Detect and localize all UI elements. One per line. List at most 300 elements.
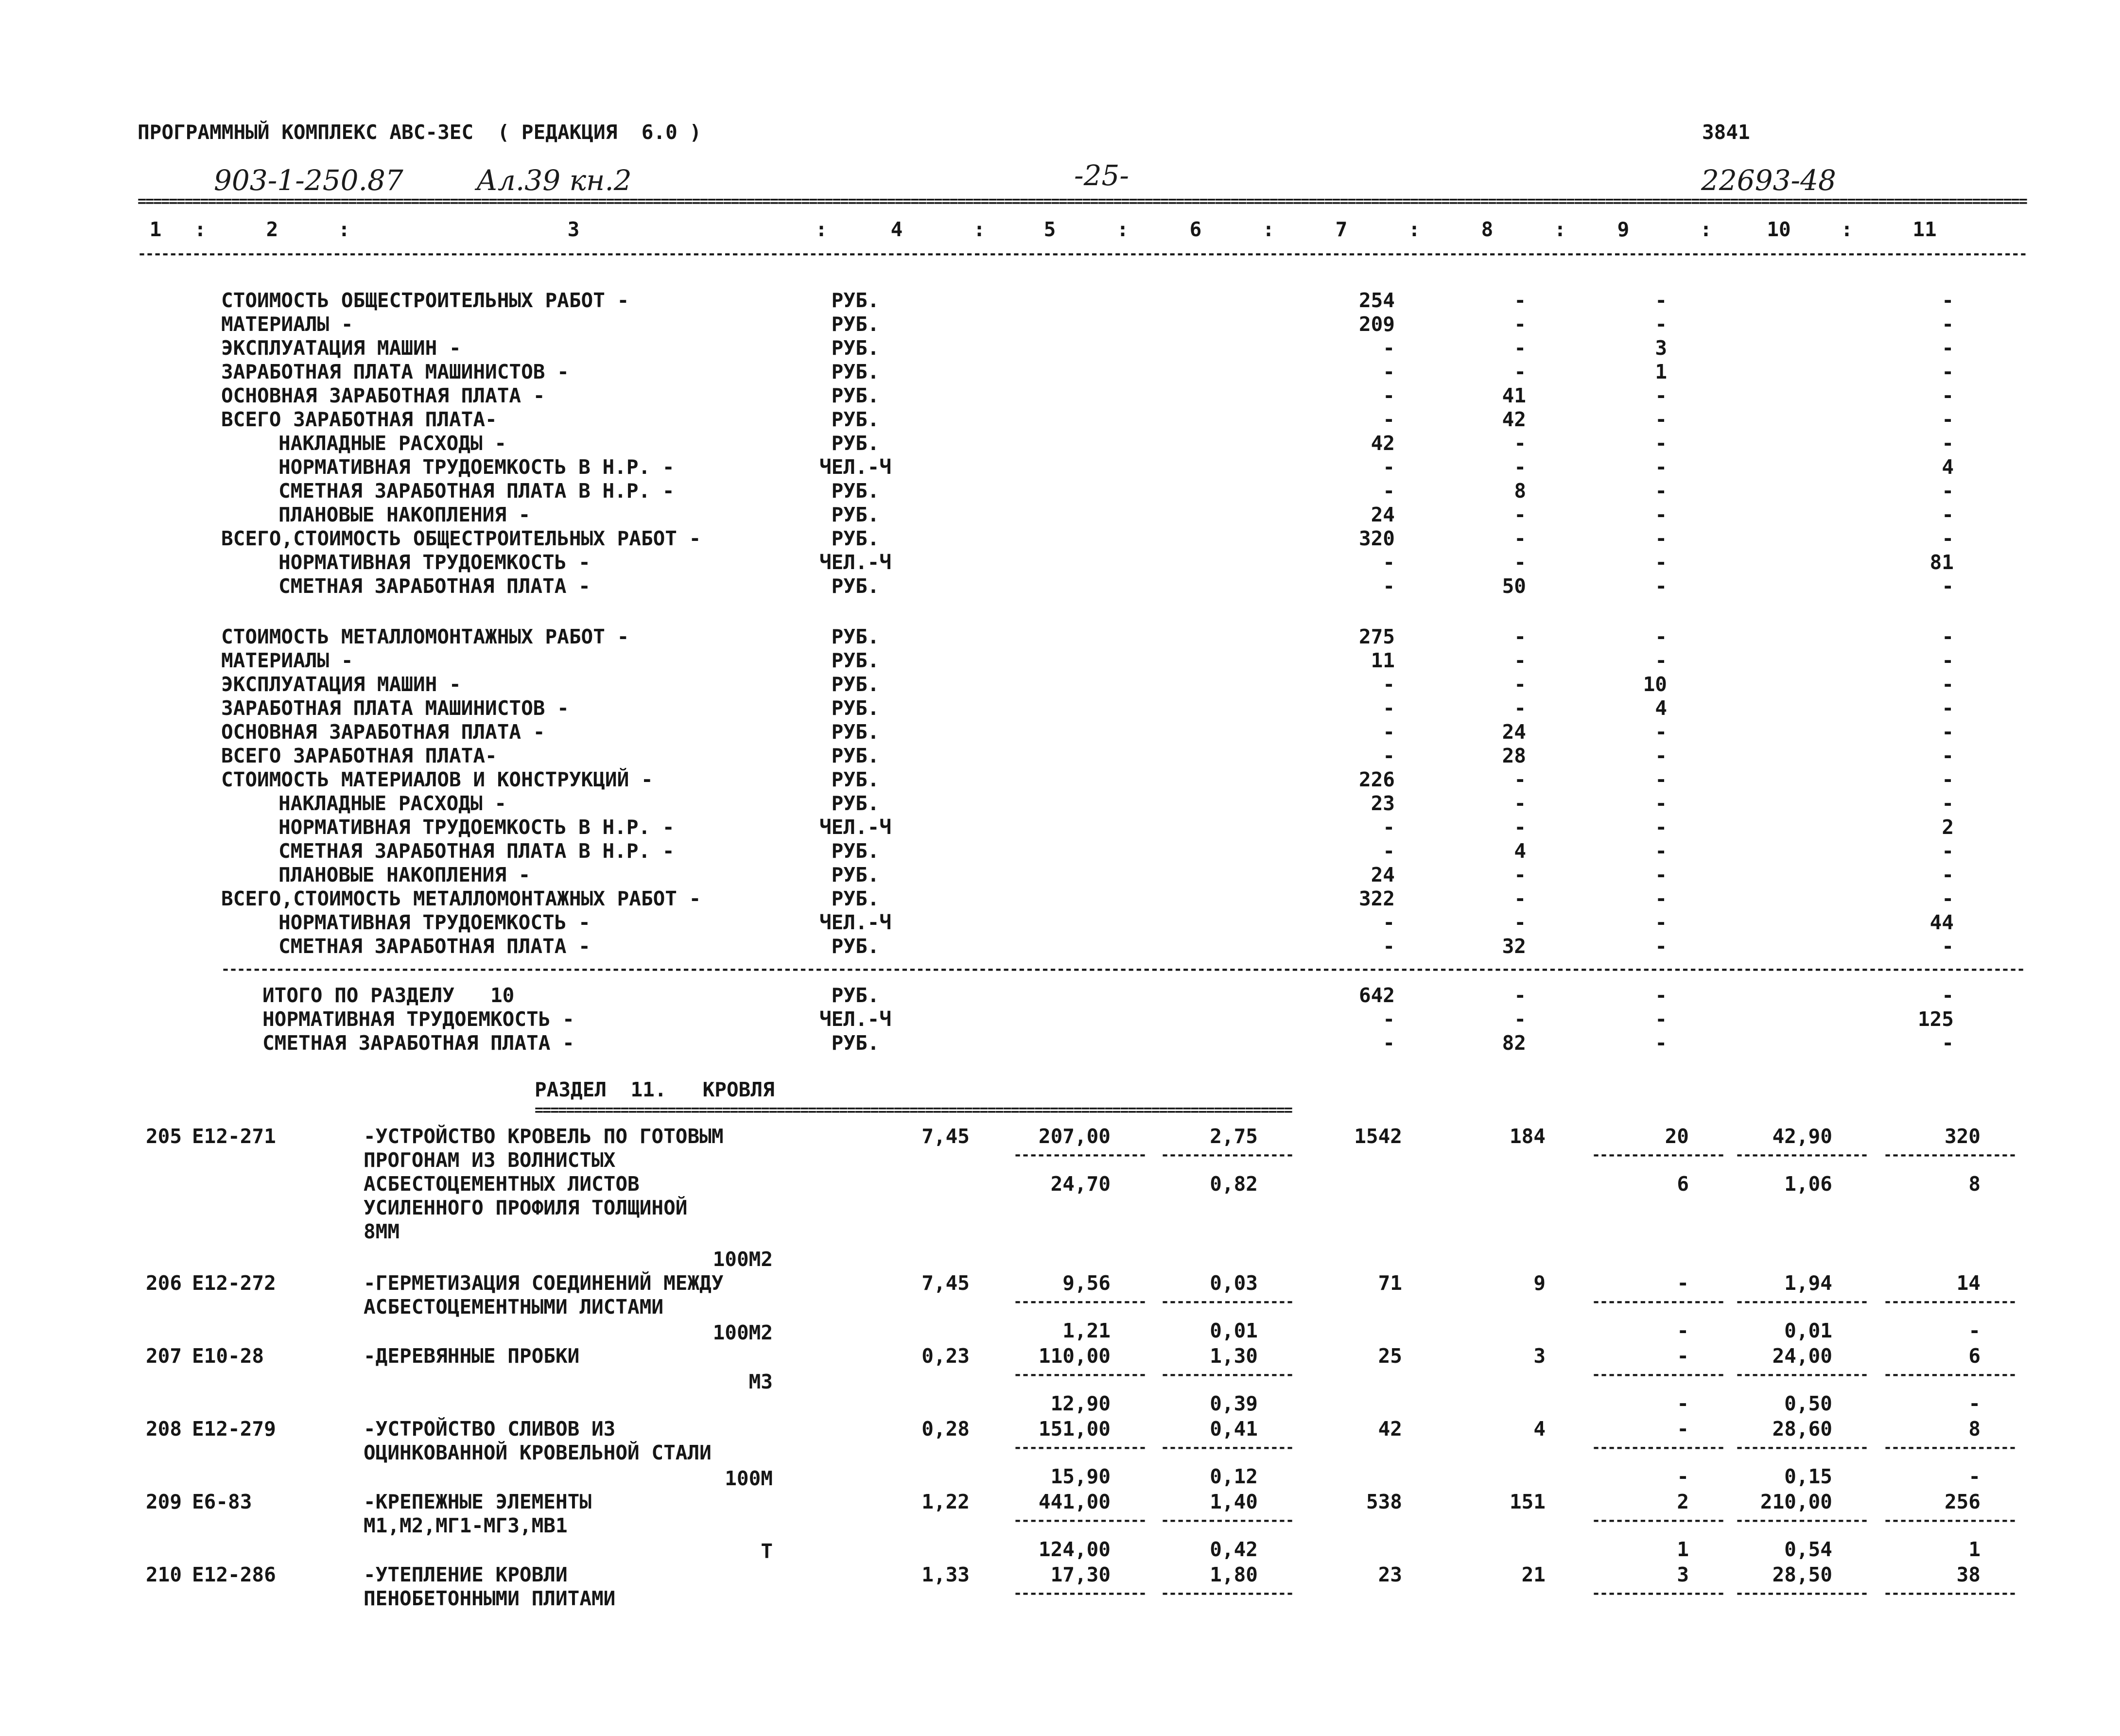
page-number: -25- (1074, 159, 1129, 192)
program-title: ПРОГРАММНЫЙ КОМПЛЕКС АВС-3ЕС ( РЕДАКЦИЯ 6.0 ) (138, 121, 702, 144)
value-col8: - (1514, 649, 1526, 672)
item-number: 206 (146, 1271, 182, 1295)
value-col9: - (1655, 432, 1667, 455)
row-unit: РУБ. (831, 673, 880, 696)
value-col9: - (1655, 384, 1667, 407)
item-sub-col10: 0,54 (1784, 1538, 1832, 1561)
value-col11: - (1942, 289, 1954, 312)
cost-split-rule: ----------------- (1161, 1439, 1294, 1456)
value-col9: - (1655, 551, 1667, 574)
column-separator: : (973, 218, 986, 241)
column-separator: : (815, 218, 828, 241)
column-number-8: 8 (1481, 218, 1494, 241)
item-unit: 100М2 (712, 1321, 773, 1344)
row-unit: РУБ. (831, 935, 880, 958)
item-description: АСБЕСТОЦЕМЕНТНЫМИ ЛИСТАМИ (364, 1295, 664, 1319)
total-col11: - (1942, 984, 1954, 1007)
row-unit: РУБ. (831, 289, 880, 312)
row-unit: РУБ. (831, 336, 880, 360)
row-label: СТОИМОСТЬ МЕТАЛЛОМОНТАЖНЫХ РАБОТ - (221, 625, 629, 648)
value-col9: - (1655, 792, 1667, 815)
column-separator: : (1408, 218, 1421, 241)
item-qty: 0,23 (921, 1344, 970, 1368)
value-col8: 24 (1502, 720, 1526, 744)
column-number-1: 1 (149, 218, 162, 241)
total-col11: 125 (1917, 1007, 1954, 1031)
item-col9: 2 (1677, 1490, 1689, 1513)
row-label: СТОИМОСТЬ МАТЕРИАЛОВ И КОНСТРУКЦИЙ - (221, 768, 653, 791)
value-col7: - (1383, 720, 1395, 744)
cost-split-rule: ----------------- (1161, 1366, 1294, 1383)
value-col7: 209 (1358, 312, 1395, 336)
item-wage: 1,30 (1210, 1344, 1258, 1368)
item-col10: 42,90 (1772, 1125, 1832, 1148)
value-col8: 42 (1502, 408, 1526, 431)
value-col9: - (1655, 720, 1667, 744)
cost-split-rule: ----------------- (1161, 1512, 1294, 1529)
cost-split-rule: ----------------- (1735, 1146, 1868, 1163)
row-label: ЗАРАБОТНАЯ ПЛАТА МАШИНИСТОВ - (221, 360, 569, 383)
item-number: 205 (146, 1125, 182, 1148)
total-label: НОРМАТИВНАЯ ТРУДОЕМКОСТЬ - (262, 1007, 574, 1031)
item-number: 207 (146, 1344, 182, 1368)
value-col11: - (1942, 527, 1954, 550)
value-col8: 28 (1502, 744, 1526, 767)
column-separator: : (338, 218, 350, 241)
value-col7: - (1383, 574, 1395, 598)
row-label: НАКЛАДНЫЕ РАСХОДЫ - (278, 792, 506, 815)
cost-split-rule: ----------------- (1735, 1366, 1868, 1383)
row-label: НОРМАТИВНАЯ ТРУДОЕМКОСТЬ - (278, 551, 591, 574)
item-code: Е12-279 (192, 1417, 276, 1441)
item-col11: 256 (1944, 1490, 1981, 1513)
value-col7: - (1383, 935, 1395, 958)
item-sub-col10: 1,06 (1784, 1172, 1832, 1196)
row-label: НОРМАТИВНАЯ ТРУДОЕМКОСТЬ - (278, 911, 591, 934)
doc-number: 903-1-250.87 (214, 164, 403, 197)
column-separator: : (1116, 218, 1129, 241)
item-sub-price: 15,90 (1050, 1465, 1111, 1488)
item-col9: - (1677, 1271, 1689, 1295)
row-unit: РУБ. (831, 768, 880, 791)
row-label: НОРМАТИВНАЯ ТРУДОЕМКОСТЬ В Н.Р. - (278, 816, 675, 839)
value-col7: - (1383, 408, 1395, 431)
sheet-reference: Ал.39 кн.2 (476, 164, 632, 197)
item-code: Е12-272 (192, 1271, 276, 1295)
row-label: СТОИМОСТЬ ОБЩЕСТРОИТЕЛЬНЫХ РАБОТ - (221, 289, 629, 312)
value-col7: 42 (1371, 432, 1395, 455)
value-col7: - (1383, 384, 1395, 407)
value-col7: - (1383, 744, 1395, 767)
total-col9: - (1655, 1031, 1667, 1055)
item-sub-col11: 8 (1968, 1172, 1981, 1196)
value-col7: 11 (1371, 649, 1395, 672)
value-col11: 81 (1929, 551, 1954, 574)
value-col9: - (1655, 625, 1667, 648)
item-price: 110,00 (1038, 1344, 1111, 1368)
cost-split-rule: ----------------- (1013, 1585, 1147, 1602)
value-col8: - (1514, 625, 1526, 648)
row-label: ВСЕГО,СТОИМОСТЬ МЕТАЛЛОМОНТАЖНЫХ РАБОТ - (221, 887, 701, 910)
value-col8: - (1514, 792, 1526, 815)
value-col8: - (1514, 289, 1526, 312)
item-col10: 28,50 (1772, 1563, 1832, 1586)
item-col9: - (1677, 1344, 1689, 1368)
cost-split-rule: ----------------- (1883, 1293, 2016, 1310)
item-col10: 210,00 (1760, 1490, 1832, 1513)
value-col9: 1 (1655, 360, 1667, 383)
item-number: 210 (146, 1563, 182, 1586)
row-unit: РУБ. (831, 479, 880, 503)
item-description: -КРЕПЕЖНЫЕ ЭЛЕМЕНТЫ (364, 1490, 591, 1513)
value-col11: - (1942, 696, 1954, 720)
cost-split-rule: ----------------- (1013, 1512, 1147, 1529)
value-col8: 4 (1514, 839, 1526, 863)
item-number: 208 (146, 1417, 182, 1441)
item-code: Е12-286 (192, 1563, 276, 1586)
cost-split-rule: ----------------- (1883, 1512, 2016, 1529)
item-qty: 1,33 (921, 1563, 970, 1586)
item-sub-wage: 0,12 (1210, 1465, 1258, 1488)
value-col9: - (1655, 816, 1667, 839)
cost-split-rule: ----------------- (1013, 1146, 1147, 1163)
cost-split-rule: ----------------- (1883, 1585, 2016, 1602)
item-col11: 38 (1956, 1563, 1981, 1586)
item-wage-total: 151 (1509, 1490, 1546, 1513)
value-col8: - (1514, 432, 1526, 455)
item-description: ПРОГОНАМ ИЗ ВОЛНИСТЫХ (364, 1148, 616, 1172)
page-code: 3841 (1702, 121, 1750, 144)
item-code: Е12-271 (192, 1125, 276, 1148)
value-col8: - (1514, 816, 1526, 839)
column-separator: : (1554, 218, 1566, 241)
value-col7: - (1383, 696, 1395, 720)
item-description: -УСТРОЙСТВО СЛИВОВ ИЗ (364, 1417, 616, 1441)
column-separator: : (1700, 218, 1712, 241)
order-code: 22693-48 (1701, 164, 1836, 197)
row-unit: РУБ. (831, 312, 880, 336)
value-col9: - (1655, 289, 1667, 312)
row-label: НАКЛАДНЫЕ РАСХОДЫ - (278, 432, 506, 455)
item-sub-col10: 0,01 (1784, 1319, 1832, 1342)
row-unit: РУБ. (831, 625, 880, 648)
item-description: АСБЕСТОЦЕМЕНТНЫХ ЛИСТОВ (364, 1172, 640, 1196)
total-col7: - (1383, 1007, 1395, 1031)
total-col9: - (1655, 1007, 1667, 1031)
item-sub-col10: 0,15 (1784, 1465, 1832, 1488)
item-sub-col9: 1 (1677, 1538, 1689, 1561)
value-col11: - (1942, 792, 1954, 815)
row-label: ПЛАНОВЫЕ НАКОПЛЕНИЯ - (278, 863, 531, 886)
row-label: ОСНОВНАЯ ЗАРАБОТНАЯ ПЛАТА - (221, 720, 545, 744)
cost-split-rule: ----------------- (1592, 1146, 1725, 1163)
value-col8: - (1514, 527, 1526, 550)
totals-rule: --------------------------------------------------------------------------------------------------------------------------------------------------------------------------------------------------------------------------------------- (221, 961, 2025, 978)
header-rule-top: ================================================================================================================================================================================================================================================== (138, 193, 2027, 210)
item-total: 538 (1366, 1490, 1402, 1513)
item-qty: 7,45 (921, 1271, 970, 1295)
row-label: ЭКСПЛУАТАЦИЯ МАШИН - (221, 336, 461, 360)
value-col11: - (1942, 384, 1954, 407)
row-unit: РУБ. (831, 384, 880, 407)
value-col9: - (1655, 863, 1667, 886)
cost-split-rule: ----------------- (1735, 1293, 1868, 1310)
value-col11: 4 (1942, 455, 1954, 479)
total-col9: - (1655, 984, 1667, 1007)
value-col8: 8 (1514, 479, 1526, 503)
cost-split-rule: ----------------- (1161, 1585, 1294, 1602)
column-number-4: 4 (890, 218, 903, 241)
item-col11: 14 (1956, 1271, 1981, 1295)
row-unit: ЧЕЛ.-Ч (819, 816, 892, 839)
item-unit: 100М (725, 1467, 773, 1490)
item-sub-col9: 6 (1677, 1172, 1689, 1196)
row-label: СМЕТНАЯ ЗАРАБОТНАЯ ПЛАТА - (278, 574, 591, 598)
value-col8: - (1514, 360, 1526, 383)
value-col9: - (1655, 479, 1667, 503)
value-col8: - (1514, 768, 1526, 791)
item-wage-total: 21 (1521, 1563, 1546, 1586)
section-title: РАЗДЕЛ 11. КРОВЛЯ (535, 1078, 775, 1101)
value-col11: - (1942, 839, 1954, 863)
value-col7: 226 (1358, 768, 1395, 791)
row-unit: РУБ. (831, 432, 880, 455)
item-wage: 0,41 (1210, 1417, 1258, 1441)
item-description: М1,М2,МГ1-МГ3,МВ1 (364, 1514, 568, 1537)
row-unit: РУБ. (831, 649, 880, 672)
item-description: -ДЕРЕВЯННЫЕ ПРОБКИ (364, 1344, 580, 1368)
value-col7: 275 (1358, 625, 1395, 648)
value-col7: 320 (1358, 527, 1395, 550)
cost-split-rule: ----------------- (1592, 1512, 1725, 1529)
value-col8: - (1514, 887, 1526, 910)
item-price: 151,00 (1038, 1417, 1111, 1441)
item-sub-price: 24,70 (1050, 1172, 1111, 1196)
row-unit: РУБ. (831, 360, 880, 383)
value-col11: - (1942, 673, 1954, 696)
cost-split-rule: ----------------- (1883, 1439, 2016, 1456)
row-unit: РУБ. (831, 887, 880, 910)
item-sub-wage: 0,82 (1210, 1172, 1258, 1196)
column-separator: : (194, 218, 207, 241)
row-unit: ЧЕЛ.-Ч (819, 911, 892, 934)
row-unit: РУБ. (831, 408, 880, 431)
row-label: ОСНОВНАЯ ЗАРАБОТНАЯ ПЛАТА - (221, 384, 545, 407)
value-col9: - (1655, 768, 1667, 791)
cost-split-rule: ----------------- (1735, 1512, 1868, 1529)
row-label: ВСЕГО ЗАРАБОТНАЯ ПЛАТА- (221, 744, 497, 767)
value-col7: - (1383, 673, 1395, 696)
value-col11: - (1942, 863, 1954, 886)
row-unit: РУБ. (831, 792, 880, 815)
item-price: 207,00 (1038, 1125, 1111, 1148)
row-unit: РУБ. (831, 574, 880, 598)
value-col8: - (1514, 312, 1526, 336)
value-col9: - (1655, 503, 1667, 526)
item-sub-col10: 0,50 (1784, 1392, 1832, 1415)
item-sub-wage: 0,42 (1210, 1538, 1258, 1561)
row-label: НОРМАТИВНАЯ ТРУДОЕМКОСТЬ В Н.Р. - (278, 455, 675, 479)
column-number-9: 9 (1617, 218, 1630, 241)
value-col11: - (1942, 720, 1954, 744)
row-label: СМЕТНАЯ ЗАРАБОТНАЯ ПЛАТА В Н.Р. - (278, 479, 675, 503)
item-qty: 1,22 (921, 1490, 970, 1513)
column-separator: : (1841, 218, 1853, 241)
column-separator: : (1262, 218, 1275, 241)
row-label: ПЛАНОВЫЕ НАКОПЛЕНИЯ - (278, 503, 531, 526)
cost-split-rule: ----------------- (1735, 1439, 1868, 1456)
cost-split-rule: ----------------- (1883, 1366, 2016, 1383)
column-number-5: 5 (1043, 218, 1056, 241)
item-price: 17,30 (1050, 1563, 1111, 1586)
column-number-10: 10 (1767, 218, 1791, 241)
header-rule-bottom: -------------------------------------------------------------------------------------------------------------------------------------------------------------------------------------------------------------------------------------------------- (138, 245, 2027, 262)
value-col8: - (1514, 863, 1526, 886)
total-col7: 642 (1358, 984, 1395, 1007)
value-col9: - (1655, 408, 1667, 431)
value-col11: 44 (1929, 911, 1954, 934)
value-col11: 2 (1942, 816, 1954, 839)
cost-split-rule: ----------------- (1592, 1293, 1725, 1310)
item-col10: 28,60 (1772, 1417, 1832, 1441)
value-col9: - (1655, 574, 1667, 598)
item-total: 23 (1378, 1563, 1402, 1586)
value-col11: - (1942, 360, 1954, 383)
total-label: СМЕТНАЯ ЗАРАБОТНАЯ ПЛАТА - (262, 1031, 574, 1055)
item-sub-col11: - (1968, 1319, 1981, 1342)
row-label: ЗАРАБОТНАЯ ПЛАТА МАШИНИСТОВ - (221, 696, 569, 720)
value-col9: 3 (1655, 336, 1667, 360)
cost-split-rule: ----------------- (1592, 1439, 1725, 1456)
row-label: СМЕТНАЯ ЗАРАБОТНАЯ ПЛАТА В Н.Р. - (278, 839, 675, 863)
item-sub-col11: - (1968, 1392, 1981, 1415)
item-sub-wage: 0,39 (1210, 1392, 1258, 1415)
value-col8: - (1514, 455, 1526, 479)
total-col8: 82 (1502, 1031, 1526, 1055)
item-wage: 2,75 (1210, 1125, 1258, 1148)
row-label: МАТЕРИАЛЫ - (221, 312, 353, 336)
item-col11: 320 (1944, 1125, 1981, 1148)
value-col8: - (1514, 503, 1526, 526)
item-unit: Т (761, 1540, 773, 1563)
value-col11: - (1942, 432, 1954, 455)
item-description: УСИЛЕННОГО ПРОФИЛЯ ТОЛЩИНОЙ (364, 1196, 688, 1219)
value-col11: - (1942, 503, 1954, 526)
item-wage: 0,03 (1210, 1271, 1258, 1295)
value-col11: - (1942, 887, 1954, 910)
column-number-2: 2 (266, 218, 278, 241)
cost-split-rule: ----------------- (1161, 1146, 1294, 1163)
value-col8: - (1514, 673, 1526, 696)
item-code: Е10-28 (192, 1344, 264, 1368)
item-sub-price: 124,00 (1038, 1538, 1111, 1561)
value-col9: - (1655, 527, 1667, 550)
column-number-3: 3 (567, 218, 580, 241)
item-code: Е6-83 (192, 1490, 252, 1513)
row-unit: РУБ. (831, 839, 880, 863)
value-col11: - (1942, 336, 1954, 360)
value-col11: - (1942, 408, 1954, 431)
cost-split-rule: ----------------- (1161, 1293, 1294, 1310)
total-col8: - (1514, 984, 1526, 1007)
value-col9: 10 (1643, 673, 1667, 696)
item-sub-col9: - (1677, 1465, 1689, 1488)
cost-split-rule: ----------------- (1883, 1146, 2016, 1163)
cost-split-rule: ----------------- (1735, 1585, 1868, 1602)
value-col8: 50 (1502, 574, 1526, 598)
item-col10: 1,94 (1784, 1271, 1832, 1295)
item-description: 8ММ (364, 1220, 400, 1243)
item-col9: 3 (1677, 1563, 1689, 1586)
item-price: 441,00 (1038, 1490, 1111, 1513)
item-description: -УТЕПЛЕНИЕ КРОВЛИ (364, 1563, 568, 1586)
item-description: ОЦИНКОВАННОЙ КРОВЕЛЬНОЙ СТАЛИ (364, 1441, 712, 1464)
value-col7: 254 (1358, 289, 1395, 312)
total-unit: РУБ. (831, 1031, 880, 1055)
row-unit: РУБ. (831, 503, 880, 526)
total-col8: - (1514, 1007, 1526, 1031)
value-col11: - (1942, 768, 1954, 791)
value-col9: - (1655, 887, 1667, 910)
item-total: 1542 (1354, 1125, 1402, 1148)
item-sub-price: 1,21 (1062, 1319, 1111, 1342)
item-wage-total: 9 (1533, 1271, 1546, 1295)
row-label: ВСЕГО,СТОИМОСТЬ ОБЩЕСТРОИТЕЛЬНЫХ РАБОТ - (221, 527, 701, 550)
value-col7: 24 (1371, 503, 1395, 526)
item-qty: 0,28 (921, 1417, 970, 1441)
value-col7: - (1383, 336, 1395, 360)
section-underline: ================================================================================================= (535, 1102, 1292, 1119)
value-col8: 32 (1502, 935, 1526, 958)
item-sub-col11: - (1968, 1465, 1981, 1488)
value-col7: - (1383, 455, 1395, 479)
value-col7: - (1383, 551, 1395, 574)
value-col8: - (1514, 336, 1526, 360)
row-unit: РУБ. (831, 744, 880, 767)
cost-split-rule: ----------------- (1592, 1366, 1725, 1383)
value-col11: - (1942, 574, 1954, 598)
row-unit: ЧЕЛ.-Ч (819, 551, 892, 574)
cost-split-rule: ----------------- (1013, 1293, 1147, 1310)
value-col11: - (1942, 744, 1954, 767)
row-label: СМЕТНАЯ ЗАРАБОТНАЯ ПЛАТА - (278, 935, 591, 958)
item-wage-total: 4 (1533, 1417, 1546, 1441)
item-total: 42 (1378, 1417, 1402, 1441)
item-sub-price: 12,90 (1050, 1392, 1111, 1415)
item-description: -ГЕРМЕТИЗАЦИЯ СОЕДИНЕНИЙ МЕЖДУ (364, 1271, 724, 1295)
item-total: 71 (1378, 1271, 1402, 1295)
value-col7: 322 (1358, 887, 1395, 910)
row-unit: РУБ. (831, 527, 880, 550)
value-col11: - (1942, 935, 1954, 958)
value-col9: - (1655, 312, 1667, 336)
item-number: 209 (146, 1490, 182, 1513)
total-col11: - (1942, 1031, 1954, 1055)
value-col7: - (1383, 360, 1395, 383)
item-price: 9,56 (1062, 1271, 1111, 1295)
item-col9: 20 (1665, 1125, 1689, 1148)
row-label: ВСЕГО ЗАРАБОТНАЯ ПЛАТА- (221, 408, 497, 431)
value-col9: - (1655, 744, 1667, 767)
item-sub-wage: 0,01 (1210, 1319, 1258, 1342)
item-total: 25 (1378, 1344, 1402, 1368)
value-col7: 23 (1371, 792, 1395, 815)
item-sub-col9: - (1677, 1319, 1689, 1342)
value-col9: 4 (1655, 696, 1667, 720)
value-col7: 24 (1371, 863, 1395, 886)
total-unit: РУБ. (831, 984, 880, 1007)
cost-split-rule: ----------------- (1592, 1585, 1725, 1602)
